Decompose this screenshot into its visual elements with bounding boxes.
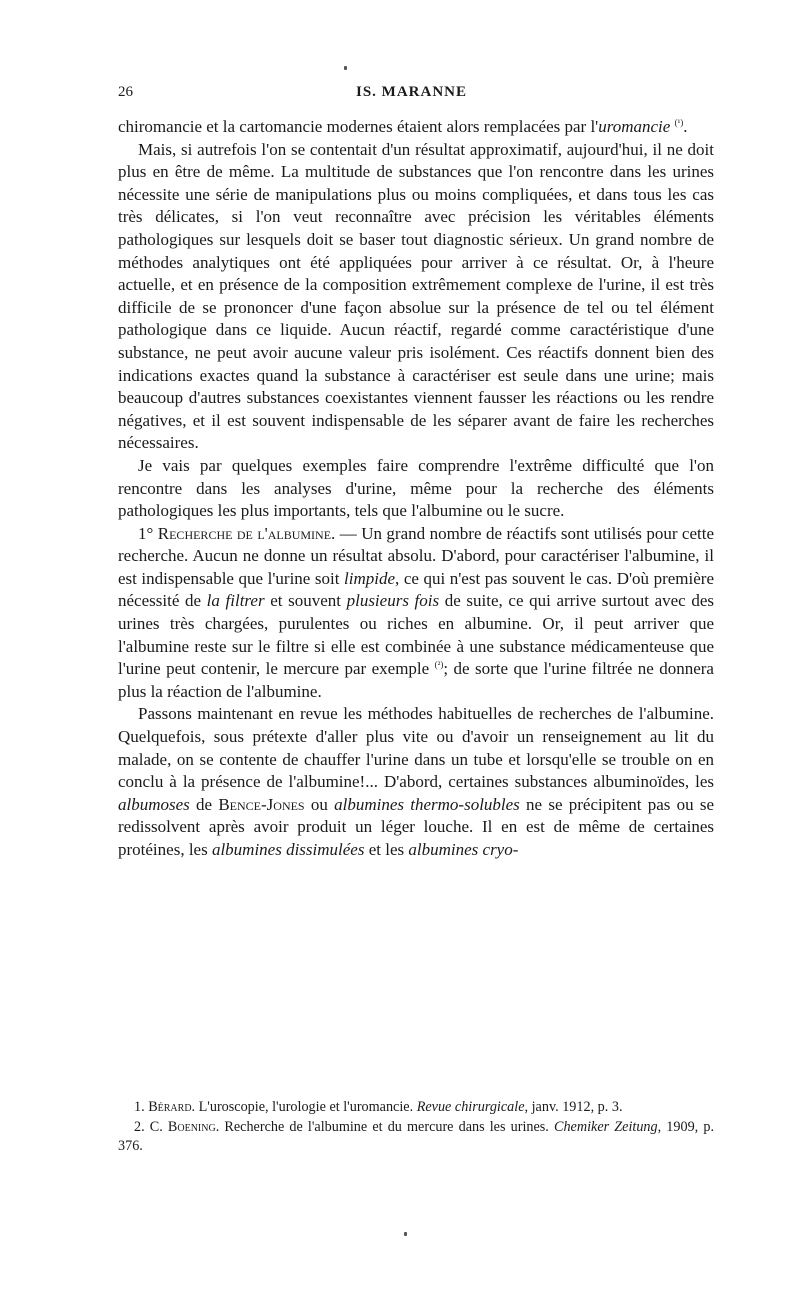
paragraph-3: Je vais par quelques exemples faire comprendre l'extrême difficulté que l'on rencontre dans les analyses d'urine, même pour la recherche des éléments pathologiques les plus importants, tels que l'albumine ou le sucre. <box>118 455 714 521</box>
paragraph-4-text-b: , ce qui n'est pas souvent le cas. D'où première nécessité de <box>118 568 715 611</box>
paragraph-1-text: chiromancie et la cartomancie modernes étaient alors remplacées par l' <box>118 117 599 136</box>
footnote-1-author: Bérard. <box>148 1099 196 1115</box>
footnote-2 <box>118 1118 714 1157</box>
footnote-1-number: 1. <box>134 1099 145 1115</box>
paragraph-1-emphasis: uromancie <box>598 117 671 136</box>
paragraph-5-emphasis-4: albumines cryo- <box>408 840 519 859</box>
paragraph-5-text-e: et les <box>364 840 409 859</box>
footnote-ref-1: (¹) <box>674 117 684 128</box>
footnote-ref-2: (²) <box>434 659 444 670</box>
print-speck <box>344 66 347 70</box>
paragraph-5-text-a: Passons maintenant en revue les méthodes habituelles de recherches de l'albumine. Quelquefois, sous prétexte d'aller plus vite ou d'avoir un renseignement au lit du malade, on se contente de chauffer l'urine dans un tube et lorsqu'elle se trouble on en conclu à la présence de l'albumine!... D'abord, certaines substances albuminoïdes, les <box>118 704 714 792</box>
footnote-1 <box>118 1098 714 1118</box>
paragraph-5-emphasis-2: albumines thermo-solubles <box>334 794 520 814</box>
footnote-2-text-a: Recherche de l'albumine et du mercure dans les urines. <box>219 1118 554 1135</box>
paragraph-4-emphasis-1: limpide <box>344 568 396 588</box>
paragraph-5-text-d: ne se précipitent pas ou se redissolvent après avoir produit un léger louche. Il en est de même de certaines protéines, les <box>118 794 715 859</box>
paragraph-4-emphasis-2: la filtrer <box>206 591 265 611</box>
paragraph-5-emphasis-3: albumines dissimulées <box>211 840 365 859</box>
paragraph-5 <box>118 703 714 861</box>
footnote-1-text-a: L'uroscopie, l'urologie et l'uromancie. <box>195 1099 417 1115</box>
footnote-2-journal: Chemiker Zeitung <box>553 1118 658 1135</box>
body-text <box>118 116 714 862</box>
footnote-2-text-b: , 1909, p. 376. <box>118 1118 714 1154</box>
paragraph-4-text-e: ; de sorte que l'urine filtrée ne donnera plus la réaction de l'albumine. <box>118 659 714 701</box>
section-heading: Recherche de l'albumine. <box>157 523 336 543</box>
footnote-1-journal: Revue chirurgicale <box>416 1099 525 1115</box>
running-head <box>118 84 718 108</box>
paragraph-1-end: . <box>683 117 688 136</box>
footnote-1-text-b: , janv. 1912, p. 3. <box>524 1099 623 1115</box>
page-number: 26 <box>118 84 133 100</box>
paragraph-4-text-d: de suite, ce qui arrive surtout avec des urines très chargées, purulentes ou riches en albumine. Or, il peut arriver que l'albumine reste sur le filtre si elle est combinée à une substance médicamenteuse que l'urine peut contenir, le mercure par exemple <box>118 591 715 679</box>
paragraph-1 <box>118 116 714 139</box>
paragraph-5-text-c: ou <box>304 794 335 814</box>
author-name-bence-jones: Bence-Jones <box>218 794 305 814</box>
paragraph-4 <box>118 523 714 704</box>
footnotes <box>118 1098 714 1157</box>
footnote-2-number: 2. C. <box>134 1118 163 1135</box>
paragraph-5-emphasis-1: albumoses <box>118 794 190 814</box>
paragraph-4-emphasis-3: plusieurs fois <box>346 591 440 611</box>
paragraph-4-text-c: et souvent <box>264 591 347 611</box>
section-number: 1° <box>138 523 154 543</box>
paragraph-2: Mais, si autrefois l'on se contentait d'un résultat approximatif, aujourd'hui, il ne doit plus en être de même. La multitude de substances que l'on rencontre dans les urines nécessite une série de manipulations plus ou moins compliquées, et dans tous les cas très délicates, si l'on veut reconnaître avec précision les véritables éléments pathologiques sur lesquels doit se baser tout diagnostic sérieux. Un grand nombre de méthodes analytiques ont été appliquées pour arriver à ce résultat. Or, à l'heure actuelle, et en présence de la composition extrêmement complexe de l'urine, il est très difficile de se prononcer d'une façon absolue sur la présence de tel ou tel élément pathologique dans ce liquide. Aucun réactif, regardé comme caractéristique d'une substance, ne peut avoir aucune valeur pris isolément. Ces réactifs donnent bien des indications exactes quand la substance à caractériser est seule dans une urine; mais beaucoup d'autres substances coexistantes viennent fausser les réactions ou les rendre négatives, et il est souvent indispensable de les séparer avant de faire les recherches nécessaires. <box>118 139 714 453</box>
running-title: IS. MARANNE <box>356 84 468 100</box>
paragraph-4-text-a: — Un grand nombre de réactifs sont utilisés pour cette recherche. Aucun ne donne un résultat absolu. D'abord, pour caractériser l'albumine, il est indispensable que l'urine soit <box>118 523 715 588</box>
print-speck <box>404 1232 407 1236</box>
paragraph-5-text-b: de <box>189 794 219 814</box>
footnote-2-author: Boening. <box>167 1118 220 1135</box>
